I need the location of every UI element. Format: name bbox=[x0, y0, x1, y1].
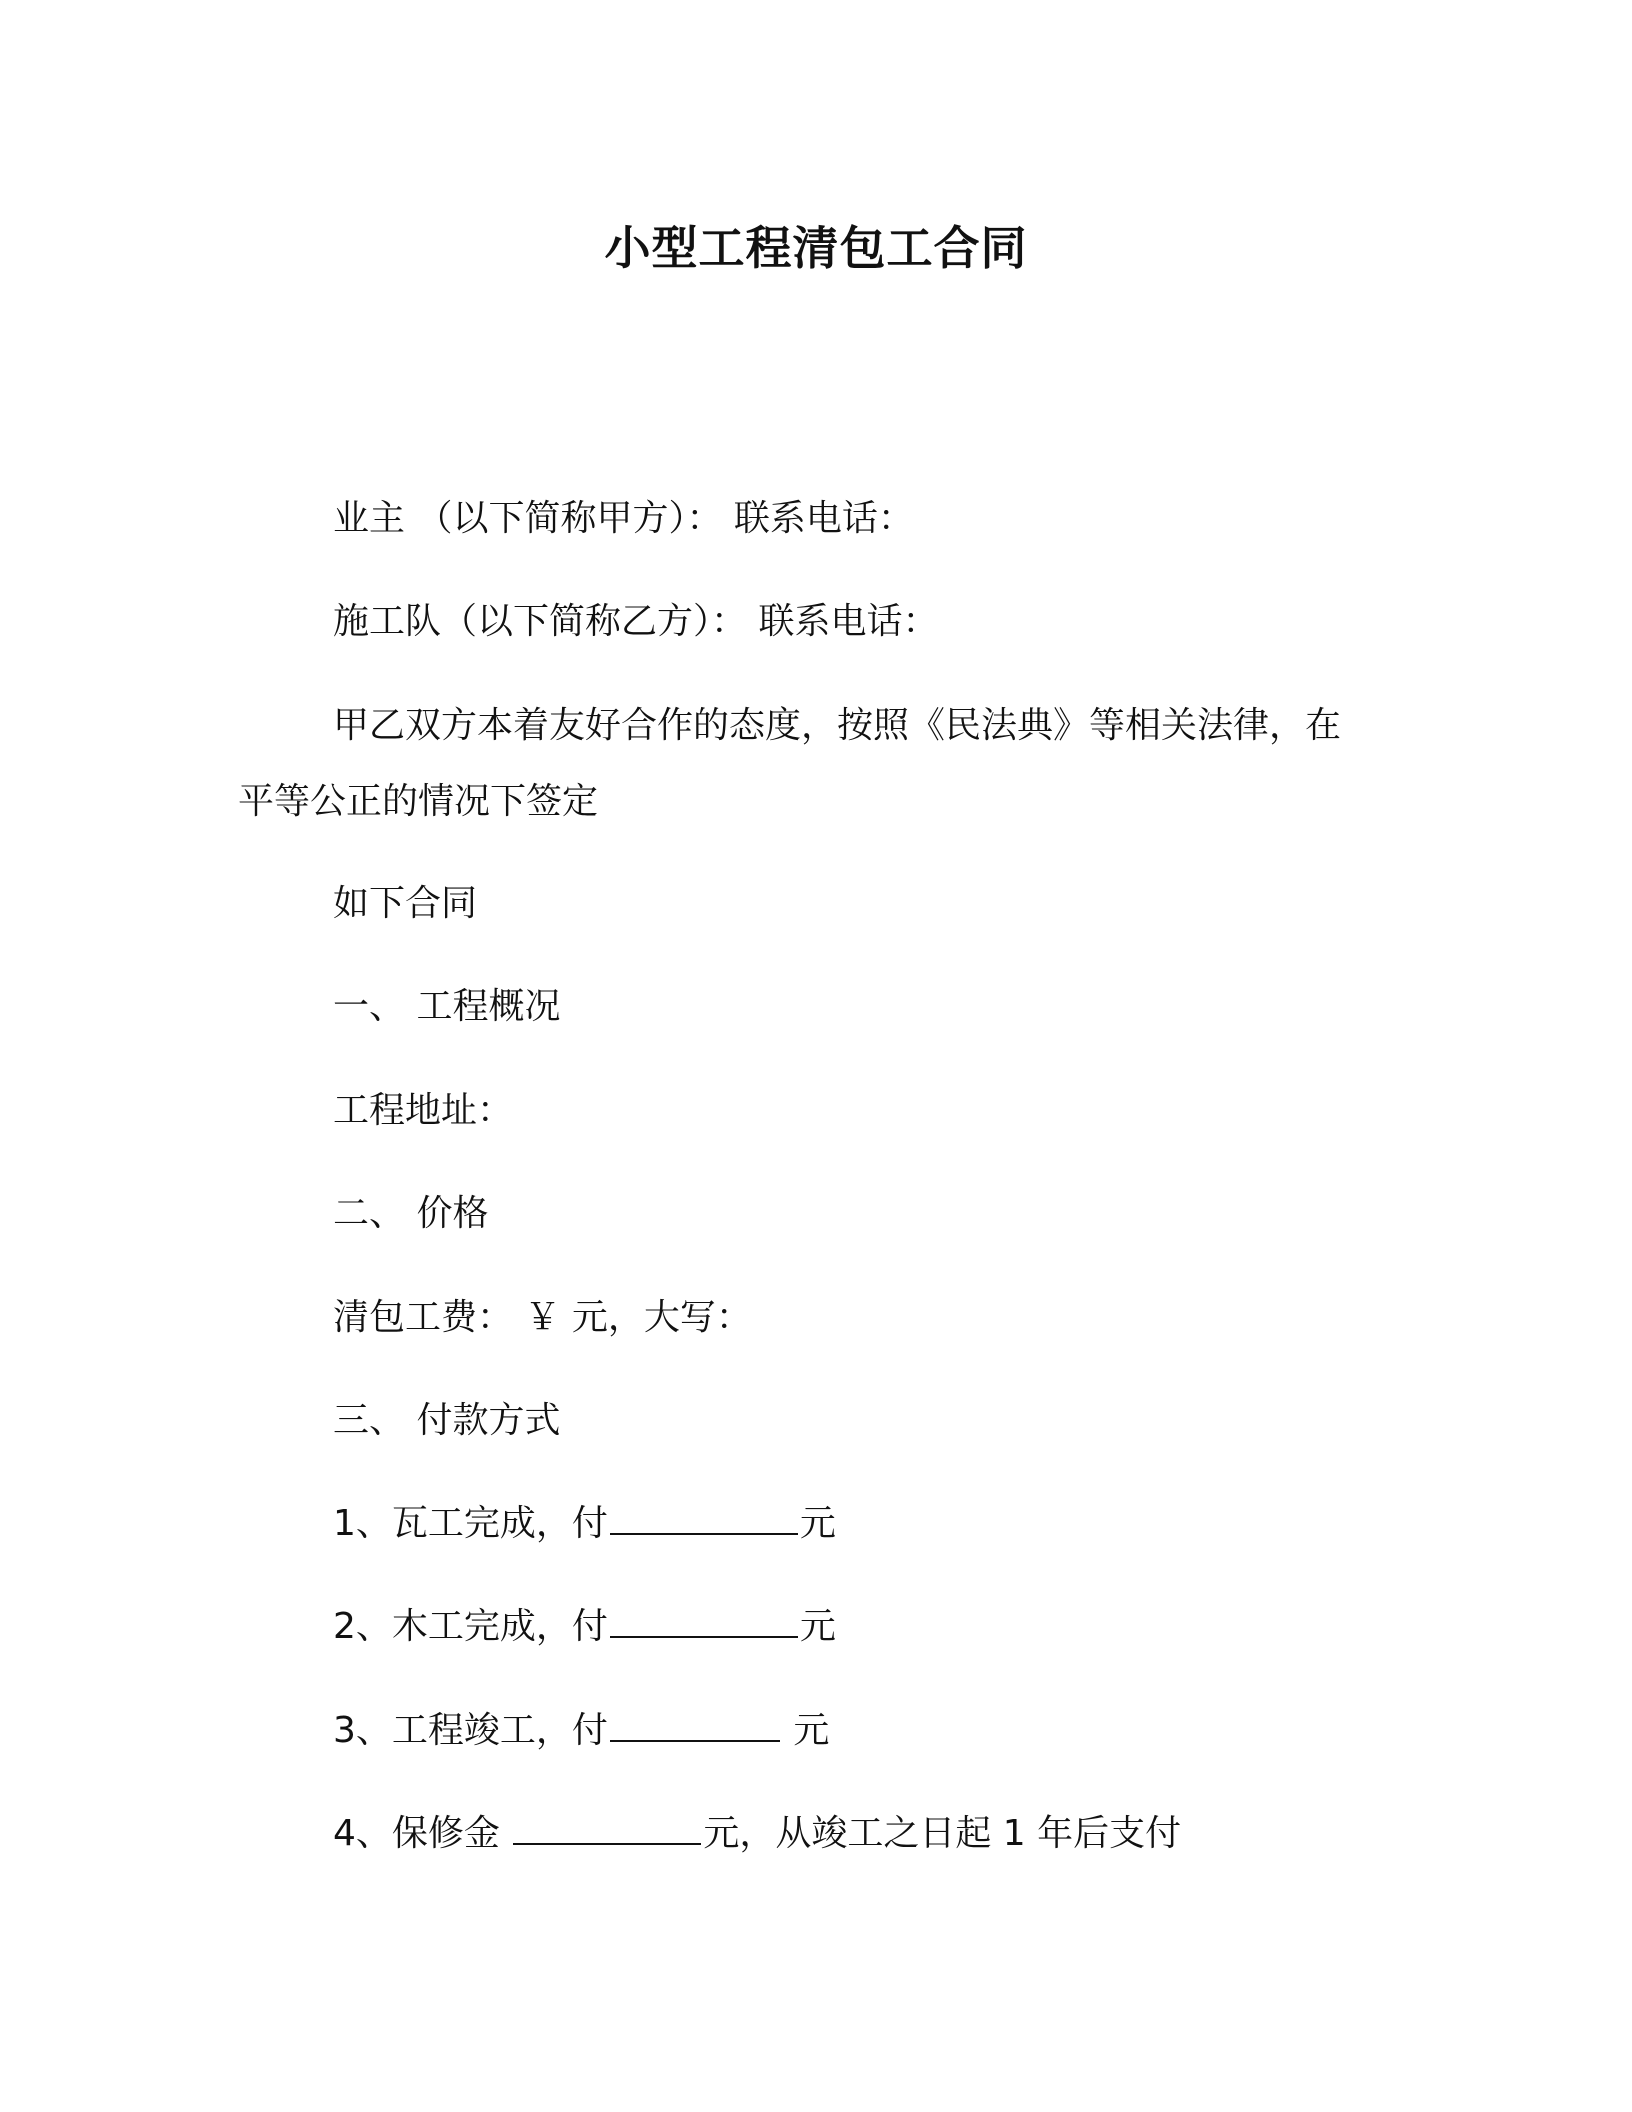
intro-line-1: 甲乙双方本着友好合作的态度，按照《民法典》等相关法律，在 bbox=[333, 705, 1342, 746]
payment-item-2-prefix: 2、木工完成，付 bbox=[333, 1606, 608, 1647]
payment-item-1-blank bbox=[610, 1503, 798, 1535]
document-title: 小型工程清包工合同 bbox=[604, 221, 1028, 275]
payment-item-3-prefix: 3、工程竣工，付 bbox=[333, 1710, 608, 1751]
payment-item-1-prefix: 1、瓦工完成，付 bbox=[333, 1503, 608, 1544]
section-heading-price: 二、 价格 bbox=[333, 1193, 489, 1234]
intro-line-2: 平等公正的情况下签定 bbox=[238, 781, 599, 822]
owner-line: 业主 （以下简称甲方）： 联系电话： bbox=[333, 498, 914, 539]
payment-item-3 bbox=[333, 1707, 829, 1755]
payment-item-4-blank bbox=[513, 1813, 701, 1845]
payment-item-4-prefix: 4、保修金 bbox=[333, 1813, 512, 1854]
section-heading-overview: 一、 工程概况 bbox=[333, 986, 561, 1027]
payment-item-1-suffix: 元 bbox=[799, 1503, 836, 1544]
section-heading-payment: 三、 付款方式 bbox=[333, 1400, 561, 1441]
address-line: 工程地址： bbox=[333, 1090, 514, 1131]
payment-item-3-blank bbox=[610, 1710, 780, 1742]
contractor-line: 施工队（以下简称乙方）： 联系电话： bbox=[333, 601, 939, 642]
payment-item-1 bbox=[333, 1500, 836, 1548]
fee-line: 清包工费： ￥ 元，大写： bbox=[333, 1297, 752, 1338]
payment-item-4-suffix: 元，从竣工之日起 1 年后支付 bbox=[703, 1813, 1182, 1854]
payment-item-4 bbox=[333, 1810, 1181, 1858]
payment-item-3-suffix: 元 bbox=[781, 1710, 830, 1751]
payment-item-2 bbox=[333, 1603, 836, 1651]
payment-item-2-suffix: 元 bbox=[799, 1606, 836, 1647]
payment-item-2-blank bbox=[610, 1606, 798, 1638]
intro-line-3: 如下合同 bbox=[333, 883, 478, 924]
